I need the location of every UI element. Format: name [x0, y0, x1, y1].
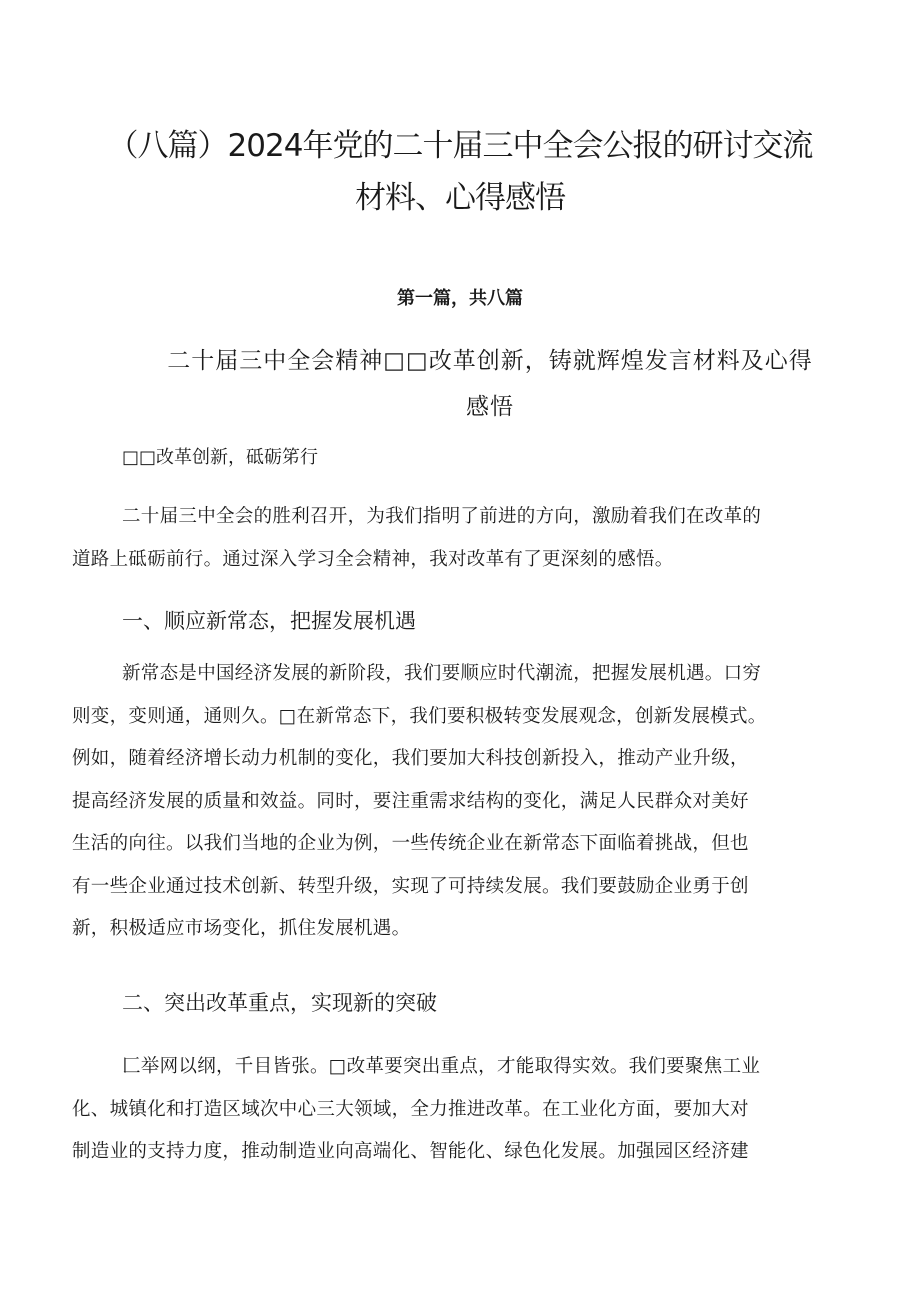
section-2-line-3: 制造业的支持力度，推动制造业向高端化、智能化、绿色化发展。加强园区经济建 — [72, 1141, 749, 1162]
section-1-paragraph — [72, 653, 862, 951]
section-2-heading: 二、突出改革重点，实现新的突破 — [122, 991, 437, 1015]
document-title-line-2: 材料、心得感悟 — [355, 180, 565, 216]
section-2-paragraph — [72, 1046, 862, 1174]
intro-line-1: 二十届三中全会的胜利召开，为我们指明了前进的方向，激励着我们在改革的 — [122, 506, 762, 527]
article-subtitle-line-2: 感悟 — [466, 394, 514, 420]
section-1-line-2: 则变，变则通，通则久。□在新常态下，我们要积极转变发展观念，创新发展模式。 — [72, 705, 767, 727]
intro-paragraph — [72, 496, 862, 581]
article-subtitle — [120, 338, 860, 430]
section-2-line-2: 化、城镇化和打造区域次中心三大领域，全力推进改革。在工业化方面，要加大对 — [72, 1098, 749, 1120]
section-1-line-7: 新，积极适应市场变化，抓住发展机遇。 — [72, 918, 411, 939]
section-1-line-6: 有一些企业通过技术创新、转型升级，实现了可持续发展。我们要鼓励企业勇于创 — [72, 875, 749, 897]
document-title-line-1: （八篇）2024年党的二十届三中全会公报的研讨交流 — [107, 128, 813, 164]
intro-line-2: 道路上砥砺前行。通过深入学习全会精神，我对改革有了更深刻的感悟。 — [72, 548, 674, 570]
section-1-line-4: 提高经济发展的质量和效益。同时，要注重需求结构的变化，满足人民群众对美好 — [72, 790, 749, 812]
section-1-heading: 一、顺应新常态，把握发展机遇 — [122, 609, 416, 633]
motto-line: □□改革创新，砥砺笫行 — [122, 447, 319, 468]
article-subtitle-line-1: 二十届三中全会精神□□改革创新，铸就辉煌发言材料及心得 — [167, 348, 813, 374]
section-1-line-5: 生活的向往。以我们当地的企业为例，一些传统企业在新常态下面临着挑战，但也 — [72, 833, 749, 854]
document-title — [60, 120, 860, 224]
section-1-line-1: 新常态是中国经济发展的新阶段，我们要顺应时代潮流，把握发展机遇。口穷 — [122, 663, 762, 684]
part-label: 第一篇，共八篇 — [397, 288, 523, 309]
section-2-line-1: 匚举网以纲，千目皆张。□改革要突出重点，才能取得实效。我们要聚焦工业 — [122, 1056, 761, 1077]
section-1-line-3: 例如，随着经济增长动力机制的变化，我们要加大科技创新投入，推动产业升级， — [72, 748, 749, 769]
